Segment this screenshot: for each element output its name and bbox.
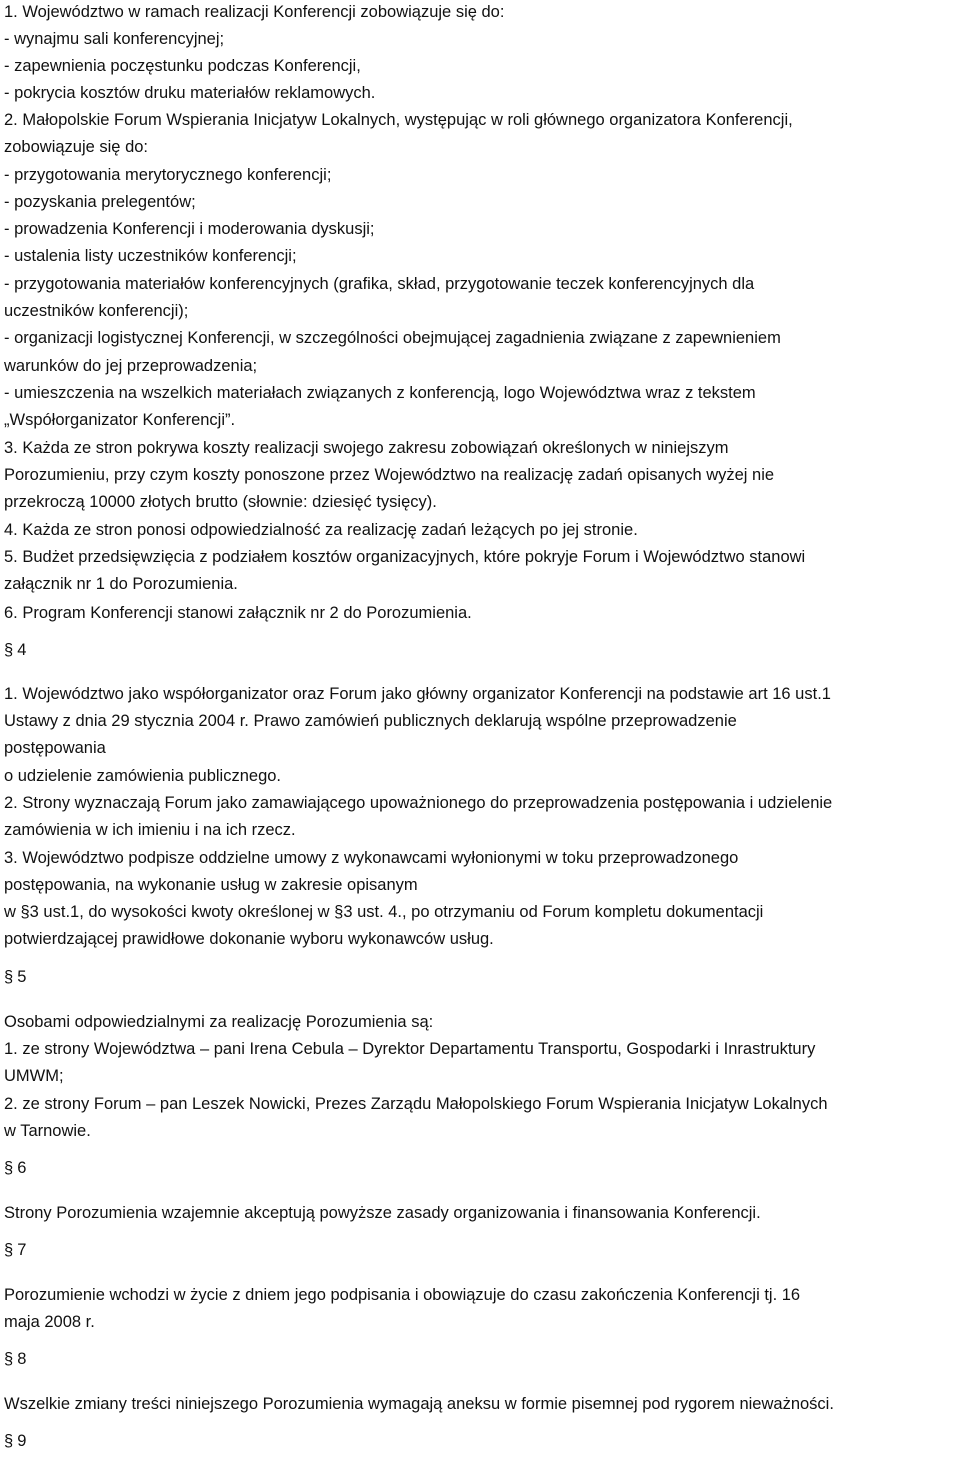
text-line: 1. ze strony Województwa – pani Irena Cebula – Dyrektor Departamentu Transportu, Gospodarki i Inrastruktury (4, 1040, 816, 1058)
text-line: - pokrycia kosztów druku materiałów reklamowych. (4, 84, 376, 102)
text-line: o udzielenie zamówienia publicznego. (4, 767, 282, 785)
section-number: 7 (17, 1241, 27, 1259)
text-line: - przygotowania merytorycznego konferencji; (4, 166, 332, 184)
text-line: załącznik nr 1 do Porozumienia. (4, 575, 238, 593)
text-line: w §3 ust.1, do wysokości kwoty określonej w §3 ust. 4., po otrzymaniu od Forum kompletu dokumentacji (4, 903, 764, 921)
text-line: Osobami odpowiedzialnymi za realizację Porozumienia są: (4, 1013, 434, 1031)
text-line: uczestników konferencji); (4, 302, 189, 320)
section-symbol: § (4, 1159, 14, 1177)
section-symbol: § (4, 641, 14, 659)
section-heading (4, 640, 26, 660)
text-line: Porozumieniu, przy czym koszty ponoszone przez Województwo na realizację zadań opisanych wyżej nie (4, 466, 775, 484)
text-line: 2. ze strony Forum – pan Leszek Nowicki, Prezes Zarządu Małopolskiego Forum Wspierania Inicjatyw Lokalnych (4, 1095, 828, 1113)
section-number: 8 (17, 1350, 27, 1368)
text-line: - ustalenia listy uczestników konferencji; (4, 247, 297, 265)
text-line: - przygotowania materiałów konferencyjnych (grafika, skład, przygotowanie teczek konferencyjnych dla (4, 275, 755, 293)
section-heading (4, 1240, 26, 1260)
section-heading (4, 1158, 26, 1178)
text-line: - organizacji logistycznej Konferencji, w szczególności obejmującej zagadnienia związane z zapewnieniem (4, 329, 781, 347)
text-line: 4. Każda ze stron ponosi odpowiedzialność za realizację zadań leżących po jej stronie. (4, 521, 638, 539)
text-line: postępowania, na wykonanie usług w zakresie opisanym (4, 876, 418, 894)
section-number: 4 (17, 641, 27, 659)
text-line: 3. Województwo podpisze oddzielne umowy z wykonawcami wyłonionymi w toku przeprowadzonego (4, 849, 739, 867)
text-line: Porozumienie wchodzi w życie z dniem jego podpisania i obowiązuje do czasu zakończenia Konferencji tj. 16 (4, 1286, 801, 1304)
text-line: 2. Małopolskie Forum Wspierania Inicjatyw Lokalnych, występując w roli głównego organizatora Konferencji, (4, 111, 793, 129)
text-line: zamówienia w ich imieniu i na ich rzecz. (4, 821, 296, 839)
text-line: przekroczą 10000 złotych brutto (słownie: dziesięć tysięcy). (4, 493, 437, 511)
text-line: Ustawy z dnia 29 stycznia 2004 r. Prawo zamówień publicznych deklarują wspólne przeprowadzenie (4, 712, 737, 730)
text-line: „Współorganizator Konferencji”. (4, 411, 236, 429)
section-symbol: § (4, 968, 14, 986)
section-number: 6 (17, 1159, 27, 1177)
section-heading (4, 1349, 26, 1369)
text-line: - zapewnienia poczęstunku podczas Konferencji, (4, 57, 361, 75)
section-heading (4, 967, 26, 987)
text-line: 1. Województwo w ramach realizacji Konferencji zobowiązuje się do: (4, 3, 505, 21)
section-heading (4, 1431, 26, 1451)
text-line: maja 2008 r. (4, 1313, 95, 1331)
text-line: 3. Każda ze stron pokrywa koszty realizacji swojego zakresu zobowiązań określonych w niniejszym (4, 439, 729, 457)
text-line: - umieszczenia na wszelkich materiałach związanych z konferencją, logo Województwa wraz z tekstem (4, 384, 756, 402)
text-line: - pozyskania prelegentów; (4, 193, 196, 211)
text-line: 5. Budżet przedsięwzięcia z podziałem kosztów organizacyjnych, które pokryje Forum i Województwo stanowi (4, 548, 806, 566)
text-line: warunków do jej przeprowadzenia; (4, 357, 258, 375)
text-line: postępowania (4, 739, 106, 757)
section-number: 9 (17, 1432, 27, 1450)
text-line: w Tarnowie. (4, 1122, 91, 1140)
text-line: UMWM; (4, 1067, 64, 1085)
text-line: Strony Porozumienia wzajemnie akceptują powyższe zasady organizowania i finansowania Konferencji. (4, 1204, 761, 1222)
text-line: potwierdzającej prawidłowe dokonanie wyboru wykonawców usług. (4, 930, 494, 948)
text-line: - wynajmu sali konferencyjnej; (4, 30, 225, 48)
text-line: 2. Strony wyznaczają Forum jako zamawiającego upoważnionego do przeprowadzenia postępowania i udzielenie (4, 794, 833, 812)
section-number: 5 (17, 968, 27, 986)
text-line: Wszelkie zmiany treści niniejszego Porozumienia wymagają aneksu w formie pisemnej pod rygorem nieważności. (4, 1395, 834, 1413)
section-symbol: § (4, 1350, 14, 1368)
text-line: - prowadzenia Konferencji i moderowania dyskusji; (4, 220, 375, 238)
section-symbol: § (4, 1432, 14, 1450)
text-line: zobowiązuje się do: (4, 138, 149, 156)
text-line: 6. Program Konferencji stanowi załącznik nr 2 do Porozumienia. (4, 604, 472, 622)
text-line: 1. Województwo jako współorganizator oraz Forum jako główny organizator Konferencji na podstawie art 16 ust.1 (4, 685, 831, 703)
section-symbol: § (4, 1241, 14, 1259)
